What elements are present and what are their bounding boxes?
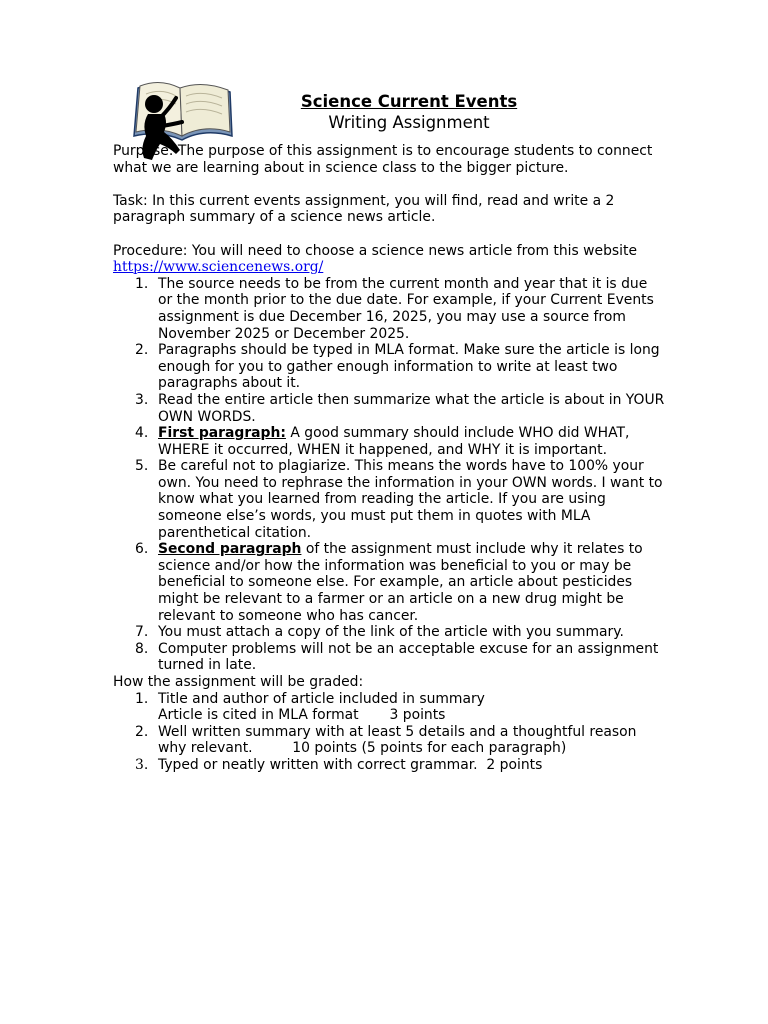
document-body <box>113 91 665 774</box>
list-item: 7. You must attach a copy of the link of the article with you summary. <box>135 624 624 641</box>
list-item: 8. Computer problems will not be an acceptable excuse for an assignment turned in late. <box>135 640 659 674</box>
list-item: 1. The source needs to be from the current month and year that it is due or the month prior to the due date. For example, if your Current Events assignment is due December 16, 2025, you may use a source from November 2025 or December 2025. <box>135 275 654 342</box>
list-item: 1. Title and author of article included in summary Article is cited in MLA format 3 points <box>135 690 485 724</box>
purpose-paragraph: Purpose: The purpose of this assignment is to encourage students to connect what we are learning about in science class to the bigger picture. <box>113 143 653 176</box>
list-item: 4. First paragraph: A good summary should include WHO did WHAT, WHERE it occurred, WHEN it happened, and WHY it is important. <box>135 425 630 458</box>
list-item: 3. Typed or neatly written with correct grammar. 2 points <box>135 756 543 773</box>
list-item: 2. Well written summary with at least 5 details and a thoughtful reason why relevant. 10 points (5 points for each paragraph) <box>135 723 641 757</box>
procedure-list <box>113 276 665 674</box>
second-paragraph-label: Second paragraph <box>158 541 302 558</box>
sciencenews-link[interactable]: https://www.sciencenews.org/ <box>113 259 324 276</box>
first-paragraph-label: First paragraph: <box>158 425 286 442</box>
task-paragraph: Task: In this current events assignment, you will find, read and write a 2 paragraph summary of a science news article. <box>113 192 615 226</box>
list-item: 5. Be careful not to plagiarize. This means the words have to 100% your own. You need to rephrase the information in your OWN words. I want to know what you learned from reading the article. If you are using someone else’s words, you must put them in quotes with MLA parenthetical citation. <box>135 458 663 541</box>
title-block <box>113 91 665 133</box>
list-item: 6. Second paragraph of the assignment must include why it relates to science and/or how the information was beneficial to you or may be beneficial to someone else. For example, an article about pesticides might be relevant to a farmer or an article on a new drug might be relevant to someone who has cancer. <box>135 541 643 624</box>
grading-intro: How the assignment will be graded: <box>113 674 364 690</box>
list-item: 2. Paragraphs should be typed in MLA format. Make sure the article is long enough for you to gather enough information to write at least two paragraphs about it. <box>135 342 660 392</box>
list-item: 3. Read the entire article then summarize what the article is about in YOUR OWN WORDS. <box>135 391 665 425</box>
document-subtitle: Writing Assignment <box>328 113 490 132</box>
grading-list <box>113 691 665 774</box>
document-title: Science Current Events <box>300 92 518 111</box>
procedure-intro: Procedure: You will need to choose a science news article from this website <box>113 242 637 259</box>
